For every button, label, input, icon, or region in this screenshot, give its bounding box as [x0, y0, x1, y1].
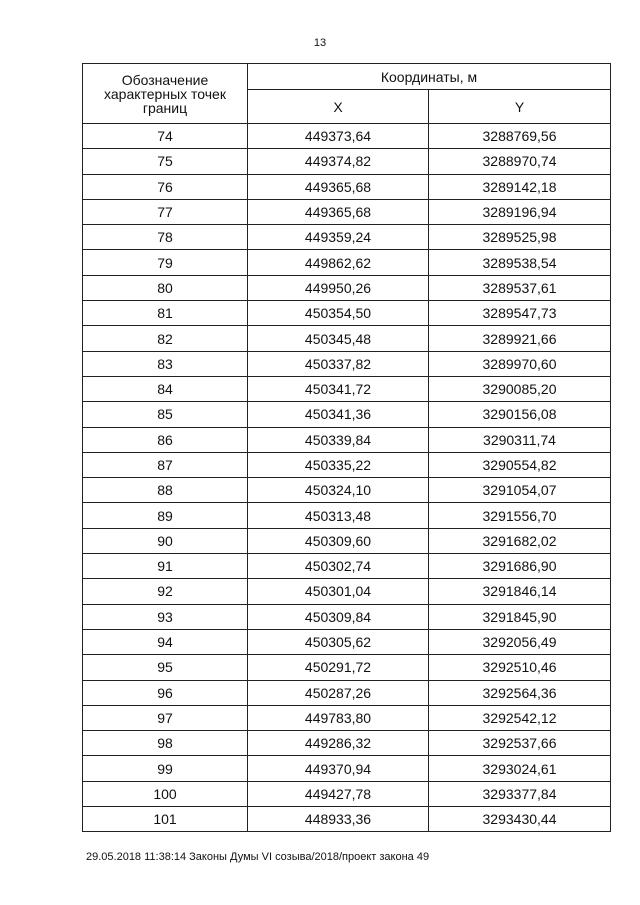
- cell-y: 3293024,61: [429, 756, 611, 781]
- cell-y: 3288769,56: [429, 124, 611, 149]
- coordinates-table: [82, 63, 611, 832]
- table-row: [83, 376, 611, 401]
- cell-point: 82: [83, 326, 248, 351]
- cell-point: 95: [83, 655, 248, 680]
- footer-document-info: 29.05.2018 11:38:14 Законы Думы VI созыва/2018/проект закона 49: [86, 851, 430, 863]
- cell-y: 3293377,84: [429, 781, 611, 806]
- cell-x: 450335,22: [248, 452, 429, 477]
- table-row: [83, 124, 611, 149]
- page-number: 13: [313, 37, 327, 49]
- table-row: [83, 174, 611, 199]
- cell-point: 88: [83, 478, 248, 503]
- table-body: [83, 124, 611, 832]
- cell-y: 3292542,12: [429, 705, 611, 730]
- cell-x: 449365,68: [248, 174, 429, 199]
- cell-point: 76: [83, 174, 248, 199]
- cell-y: 3291845,90: [429, 604, 611, 629]
- table-row: [83, 781, 611, 806]
- cell-point: 98: [83, 731, 248, 756]
- table-row: [83, 503, 611, 528]
- cell-x: 449427,78: [248, 781, 429, 806]
- cell-x: 448933,36: [248, 807, 429, 832]
- table-row: [83, 427, 611, 452]
- cell-x: 449783,80: [248, 705, 429, 730]
- cell-x: 450309,84: [248, 604, 429, 629]
- table-row: [83, 655, 611, 680]
- cell-x: 449365,68: [248, 199, 429, 224]
- cell-y: 3289970,60: [429, 351, 611, 376]
- cell-y: 3291054,07: [429, 478, 611, 503]
- cell-x: 450301,04: [248, 579, 429, 604]
- cell-point: 100: [83, 781, 248, 806]
- cell-y: 3290156,08: [429, 402, 611, 427]
- cell-y: 3290085,20: [429, 376, 611, 401]
- table-row: [83, 402, 611, 427]
- header-coordinates: Координаты, м: [248, 64, 611, 90]
- table-row: [83, 452, 611, 477]
- cell-point: 80: [83, 275, 248, 300]
- cell-point: 97: [83, 705, 248, 730]
- cell-y: 3293430,44: [429, 807, 611, 832]
- table-row: [83, 680, 611, 705]
- cell-y: 3291846,14: [429, 579, 611, 604]
- table-row: [83, 604, 611, 629]
- cell-point: 86: [83, 427, 248, 452]
- cell-y: 3291556,70: [429, 503, 611, 528]
- table-row: [83, 326, 611, 351]
- cell-y: 3289142,18: [429, 174, 611, 199]
- table-row: [83, 225, 611, 250]
- cell-point: 87: [83, 452, 248, 477]
- cell-point: 79: [83, 250, 248, 275]
- table-row: [83, 554, 611, 579]
- header-point-designation: Обозначение характерных точек границ: [83, 64, 248, 124]
- header-y: Y: [429, 90, 611, 124]
- cell-y: 3292510,46: [429, 655, 611, 680]
- cell-x: 450345,48: [248, 326, 429, 351]
- cell-x: 449950,26: [248, 275, 429, 300]
- cell-x: 450313,48: [248, 503, 429, 528]
- cell-point: 90: [83, 528, 248, 553]
- cell-x: 449359,24: [248, 225, 429, 250]
- table-row: [83, 250, 611, 275]
- cell-point: 96: [83, 680, 248, 705]
- cell-point: 99: [83, 756, 248, 781]
- table-row: [83, 579, 611, 604]
- cell-x: 450337,82: [248, 351, 429, 376]
- table-row: [83, 275, 611, 300]
- cell-x: 450324,10: [248, 478, 429, 503]
- cell-x: 450341,36: [248, 402, 429, 427]
- cell-point: 83: [83, 351, 248, 376]
- header-x: X: [248, 90, 429, 124]
- cell-point: 85: [83, 402, 248, 427]
- cell-point: 77: [83, 199, 248, 224]
- table-row: [83, 149, 611, 174]
- cell-x: 450291,72: [248, 655, 429, 680]
- cell-y: 3291682,02: [429, 528, 611, 553]
- table-row: [83, 705, 611, 730]
- table-row: [83, 301, 611, 326]
- cell-point: 91: [83, 554, 248, 579]
- cell-y: 3289921,66: [429, 326, 611, 351]
- table-row: [83, 731, 611, 756]
- cell-point: 89: [83, 503, 248, 528]
- cell-y: 3289537,61: [429, 275, 611, 300]
- table-row: [83, 629, 611, 654]
- cell-point: 101: [83, 807, 248, 832]
- cell-point: 94: [83, 629, 248, 654]
- cell-y: 3289547,73: [429, 301, 611, 326]
- table-row: [83, 199, 611, 224]
- cell-y: 3288970,74: [429, 149, 611, 174]
- cell-y: 3292564,36: [429, 680, 611, 705]
- table-row: [83, 807, 611, 832]
- cell-point: 75: [83, 149, 248, 174]
- cell-point: 81: [83, 301, 248, 326]
- cell-point: 74: [83, 124, 248, 149]
- table-row: [83, 478, 611, 503]
- cell-point: 84: [83, 376, 248, 401]
- cell-point: 78: [83, 225, 248, 250]
- table-row: [83, 351, 611, 376]
- cell-point: 92: [83, 579, 248, 604]
- cell-y: 3289525,98: [429, 225, 611, 250]
- cell-x: 449862,62: [248, 250, 429, 275]
- table-row: [83, 528, 611, 553]
- cell-x: 450341,72: [248, 376, 429, 401]
- cell-x: 450287,26: [248, 680, 429, 705]
- cell-y: 3289538,54: [429, 250, 611, 275]
- cell-x: 450354,50: [248, 301, 429, 326]
- cell-x: 449373,64: [248, 124, 429, 149]
- table-row: [83, 756, 611, 781]
- cell-y: 3291686,90: [429, 554, 611, 579]
- cell-x: 450302,74: [248, 554, 429, 579]
- cell-x: 450305,62: [248, 629, 429, 654]
- cell-x: 450309,60: [248, 528, 429, 553]
- cell-y: 3292537,66: [429, 731, 611, 756]
- cell-x: 450339,84: [248, 427, 429, 452]
- cell-y: 3292056,49: [429, 629, 611, 654]
- cell-x: 449370,94: [248, 756, 429, 781]
- cell-x: 449374,82: [248, 149, 429, 174]
- cell-y: 3289196,94: [429, 199, 611, 224]
- cell-x: 449286,32: [248, 731, 429, 756]
- cell-y: 3290554,82: [429, 452, 611, 477]
- cell-point: 93: [83, 604, 248, 629]
- cell-y: 3290311,74: [429, 427, 611, 452]
